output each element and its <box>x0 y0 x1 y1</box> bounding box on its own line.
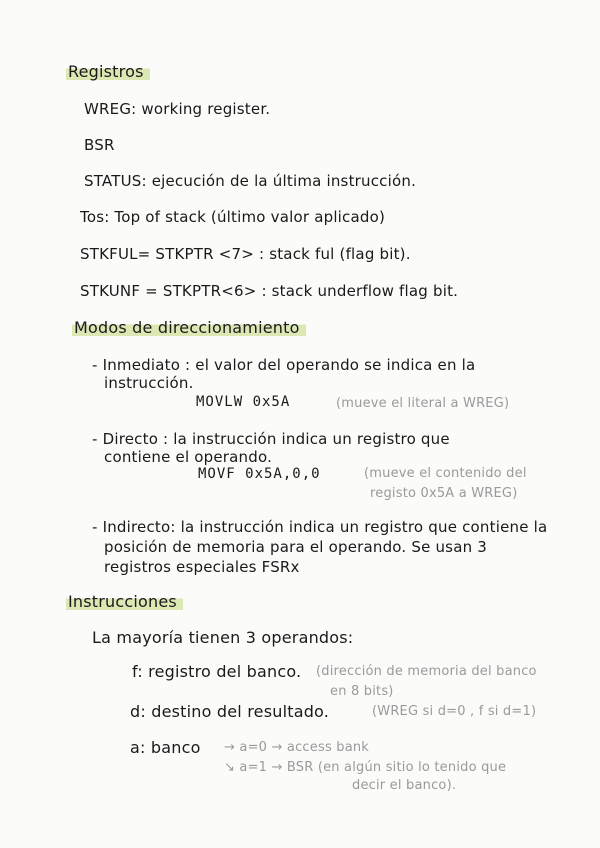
directo-code: MOVF 0x5A,0,0 <box>198 466 321 482</box>
inmediato-note: (mueve el literal a WREG) <box>336 396 510 411</box>
instrucciones-intro: La mayoría tienen 3 operandos: <box>92 628 354 647</box>
indirecto-line3: registros especiales FSRx <box>104 558 300 576</box>
operand-f-note2: en 8 bits) <box>330 684 394 699</box>
operand-d-note: (WREG si d=0 , f si d=1) <box>372 704 537 719</box>
registros-line-tos: Tos: Top of stack (último valor aplicado) <box>80 208 386 226</box>
registros-line-stkunf: STKUNF = STKPTR<6> : stack underflow flag bit. <box>80 282 459 300</box>
operand-f-label: f: registro del banco. <box>132 662 302 681</box>
inmediato-line2: instrucción. <box>104 374 194 392</box>
directo-line1: - Directo : la instrucción indica un registro que <box>92 430 450 448</box>
directo-line2: contiene el operando. <box>104 448 273 466</box>
operand-d-label: d: destino del resultado. <box>130 702 330 721</box>
directo-note2: registo 0x5A a WREG) <box>370 486 518 501</box>
indirecto-line2: posición de memoria para el operando. Se usan 3 <box>104 538 488 556</box>
operand-a-note1: → a=0 → access bank <box>224 740 370 755</box>
registros-line-bsr: BSR <box>84 136 115 154</box>
registros-line-status: STATUS: ejecución de la última instrucción. <box>84 172 417 190</box>
registros-heading: Registros <box>66 62 150 81</box>
operand-f-note1: (dirección de memoria del banco <box>316 664 537 679</box>
operand-a-note3: decir el banco). <box>352 778 457 793</box>
registros-line-wreg: WREG: working register. <box>84 100 271 118</box>
directo-note1: (mueve el contenido del <box>364 466 527 481</box>
indirecto-line1: - Indirecto: la instrucción indica un registro que contiene la <box>92 518 548 536</box>
instrucciones-heading: Instrucciones <box>66 592 183 611</box>
inmediato-code: MOVLW 0x5A <box>196 394 291 410</box>
operand-a-label: a: banco <box>130 738 201 757</box>
modos-heading: Modos de direccionamiento <box>72 318 306 337</box>
registros-line-stkful: STKFUL= STKPTR <7> : stack ful (flag bit). <box>80 245 411 263</box>
operand-a-note2: ↘ a=1 → BSR (en algún sitio lo tenido que <box>224 760 507 775</box>
inmediato-line1: - Inmediato : el valor del operando se indica en la <box>92 356 476 374</box>
